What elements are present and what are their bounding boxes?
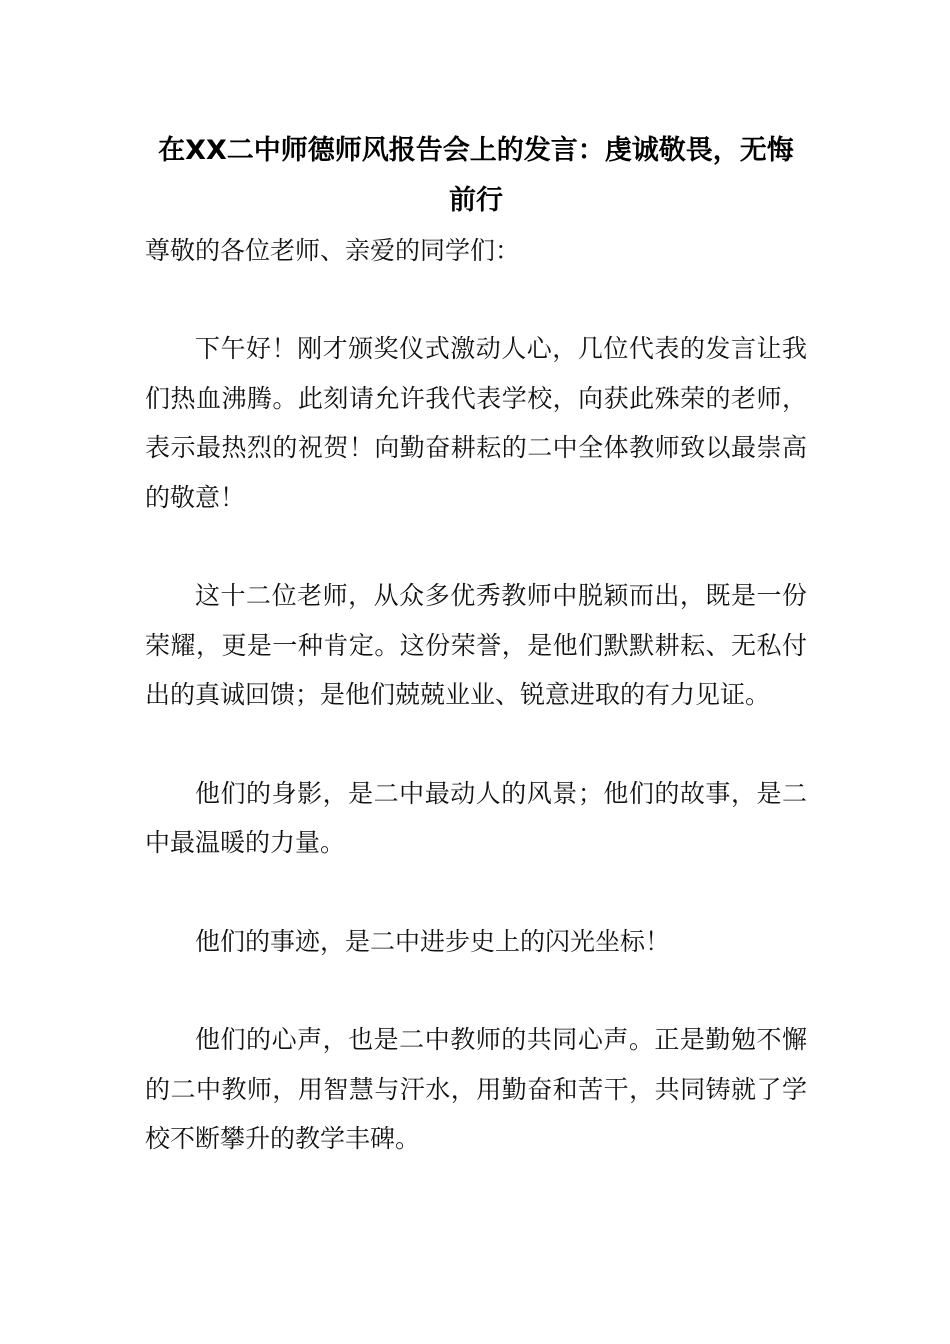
paragraph-3: 他们的身影，是二中最动人的风景；他们的故事，是二中最温暖的力量。 — [145, 778, 807, 857]
paragraph-5: 他们的心声，也是二中教师的共同心声。正是勤勉不懈的二中教师，用智慧与汗水，用勤奋和苦干，共同铸就了学校不断攀升的教学丰碑。 — [145, 1025, 807, 1153]
paragraph-4: 他们的事迹，是二中进步史上的闪光坐标！ — [195, 926, 671, 956]
paragraph-2: 这十二位老师，从众多优秀教师中脱颖而出，既是一份荣耀，更是一种肯定。这份荣誉，是他们默默耕耘、无私付出的真诚回馈；是他们兢兢业业、锐意进取的有力见证。 — [145, 581, 807, 709]
document-body — [145, 126, 807, 1164]
document-title: 在XX二中师德师风报告会上的发言：虔诚敬畏，无悔前行 — [158, 135, 794, 216]
salutation: 尊敬的各位老师、亲爱的同学们： — [145, 236, 521, 265]
paragraph-1: 下午好！刚才颁奖仪式激动人心，几位代表的发言让我们热血沸腾。此刻请允许我代表学校，向获此殊荣的老师，表示最热烈的祝贺！向勤奋耕耘的二中全体教师致以最崇高的敬意！ — [145, 334, 807, 512]
